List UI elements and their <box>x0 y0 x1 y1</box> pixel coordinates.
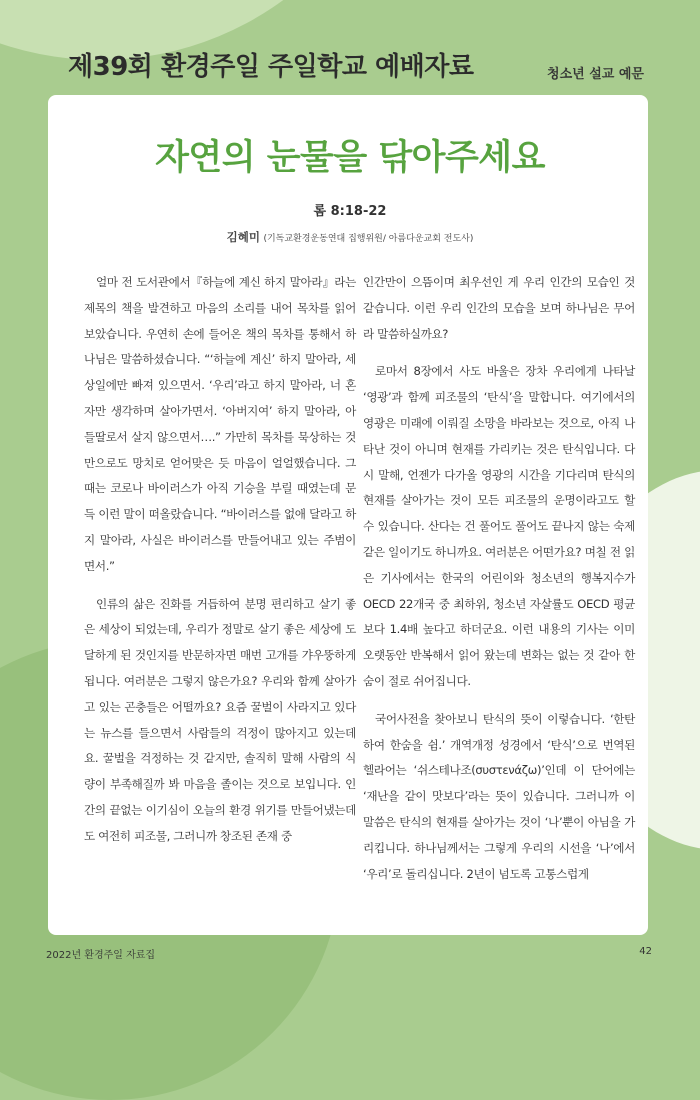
paragraph: 로마서 8장에서 사도 바울은 장차 우리에게 나타날 ‘영광’과 함께 피조물의 ‘탄식’을 말합니다. 여기에서의 영광은 미래에 이뤄질 소망을 바라보는 것으로, 아직 나타난 것이 아니며 현재를 가리키는 것은 탄식입니다. 다시 말해, 언젠가 다가올 영광의 시간을 기다리며 탄식의 현재를 살아가는 것이 모든 피조물의 운명이라고도 할 수 있습니다. 산다는 건 풀어도 풀어도 끝나지 않는 숙제 같은 일이기도 하니까요. 여러분은 어떤가요? 며칠 전 읽은 기사에서는 한국의 어린이와 청소년의 행복지수가 OECD 22개국 중 최하위, 청소년 자살률도 OECD 평균보다 1.4배 높다고 하더군요. 이런 내용의 기사는 이미 오랫동안 반복해서 읽어 왔는데 변화는 없는 것 같아 한숨이 절로 쉬어집니다. <box>363 364 635 688</box>
header-title: 제39회 환경주일 주일학교 예배자료 <box>68 52 474 82</box>
sermon-title: 자연의 눈물을 닦아주세요 <box>155 138 545 178</box>
body-column-left <box>84 270 356 862</box>
author-byline <box>0 229 700 245</box>
paragraph: 인류의 삶은 진화를 거듭하여 분명 편리하고 살기 좋은 세상이 되었는데, 우리가 정말로 살기 좋은 세상에 도달하게 된 것인지를 반문하자면 매번 고개를 갸우뚱하게 됩니다. 여러분은 그렇지 않은가요? 우리와 함께 살아가고 있는 곤충들은 어떨까요? 요즘 꿀벌이 사라지고 있다는 뉴스를 들으면서 사람들의 걱정이 많아지고 있는데요. 꿀벌을 걱정하는 것 같지만, 솔직히 말해 사람의 식량이 부족해질까 봐 마음을 졸이는 것으로 보입니다. 인간의 끝없는 이기심이 오늘의 환경 위기를 만들어냈는데도 여전히 피조물, 그러니까 창조된 존재 중 <box>84 596 356 843</box>
paragraph: 국어사전을 찾아보니 탄식의 뜻이 이렇습니다. ‘한탄하여 한숨을 쉼.’ 개역개정 성경에서 ‘탄식’으로 번역된 헬라어는 ‘쉬스테나조(συστενάζω)’인데 이 단어에는 ‘재난을 같이 맛보다’라는 뜻이 있습니다. 그러니까 이 말씀은 탄식의 현재를 살아가는 것이 ‘나’뿐이 아님을 가리킵니다. 하나님께서는 그렇게 우리의 시선을 ‘나’에서 ‘우리’로 돌리십니다. 2년이 넘도록 고통스럽게 <box>363 711 635 881</box>
paragraph: 인간만이 으뜸이며 최우선인 게 우리 인간의 모습인 것 같습니다. 이런 우리 인간의 모습을 보며 하나님은 무어라 말씀하실까요? <box>363 275 635 341</box>
footer-publication: 2022년 환경주일 자료집 <box>46 950 156 961</box>
scripture-reference: 롬 8:18-22 <box>313 204 387 219</box>
header-subtitle: 청소년 설교 예문 <box>547 67 644 82</box>
author-role: (기독교환경운동연대 집행위원/ 아름다운교회 전도사) <box>263 234 474 244</box>
body-column-right <box>363 270 635 899</box>
paragraph: 얼마 전 도서관에서『하늘에 계신 하지 말아라』라는 제목의 책을 발견하고 마음의 소리를 내어 목차를 읽어보았습니다. 우연히 손에 들어온 책의 목차를 통해서 하나님은 말씀하셨습니다. “‘하늘에 계신’ 하지 말아라, 세상일에만 빠져 있으면서. ‘우리’라고 하지 말아라, 너 혼자만 생각하며 살아가면서. ‘아버지여’ 하지 말아라, 아들딸로서 살지 않으면서….” 가만히 목차를 묵상하는 것만으로도 망치로 얻어맞은 듯 마음이 얼얼했습니다. 그때는 코로나 바이러스가 아직 기승을 부릴 때였는데 문득 이런 말이 떠올랐습니다. “바이러스를 없애 달라고 하지 말아라, 사실은 바이러스를 만들어내고 있는 주범이면서.” <box>84 275 356 573</box>
page-number: 42 <box>639 946 652 957</box>
author-name: 김혜미 <box>226 230 260 244</box>
